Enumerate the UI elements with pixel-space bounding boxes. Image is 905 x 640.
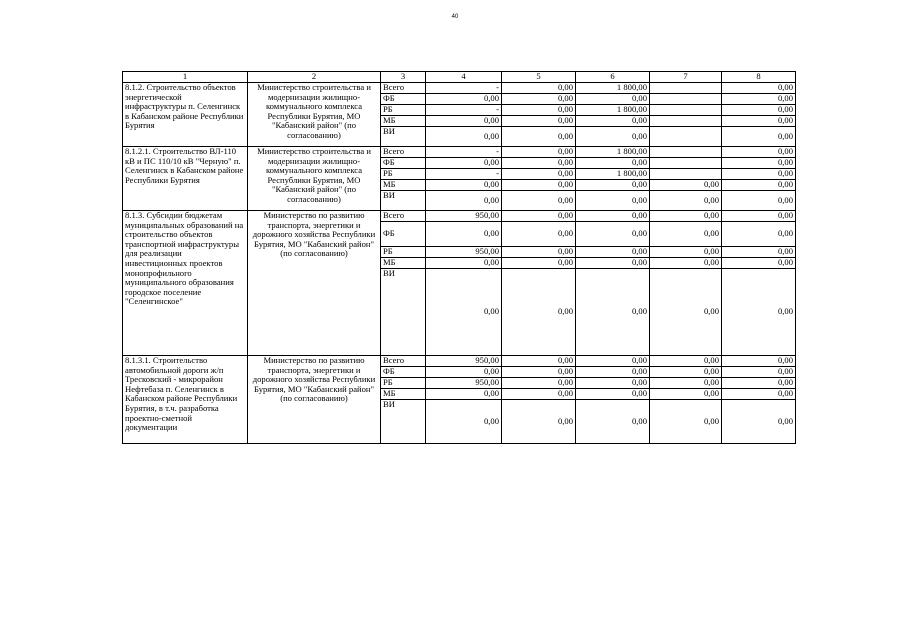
amount-cell: 0,00 — [722, 367, 796, 378]
amount-cell: - — [426, 147, 502, 158]
amount-cell: 0,00 — [426, 367, 502, 378]
header-cell: 5 — [502, 72, 576, 83]
header-cell: 1 — [123, 72, 248, 83]
responsible-ministry: Министерство по развитию транспорта, энергетики и дорожного хозяйства Республики Бурятия, МО "Кабанский район" (по согласованию) — [248, 211, 381, 356]
amount-cell: 0,00 — [650, 180, 722, 191]
amount-cell: 0,00 — [722, 147, 796, 158]
funding-source: РБ — [381, 378, 426, 389]
activity-description: 8.1.3. Субсидии бюджетам муниципальных образований на строительство объектов транспортной инфраструктуры для реализации инвестиционных проектов монопрофильного муниципального образования городское поселение "Селенгинское" — [123, 211, 248, 356]
amount-cell: 0,00 — [502, 367, 576, 378]
amount-cell: 0,00 — [722, 258, 796, 269]
amount-cell: 0,00 — [650, 356, 722, 367]
amount-cell: 0,00 — [502, 211, 576, 222]
amount-cell: 0,00 — [650, 269, 722, 356]
amount-cell: 0,00 — [576, 180, 650, 191]
amount-cell: 0,00 — [650, 389, 722, 400]
amount-cell: 0,00 — [576, 222, 650, 247]
amount-cell: 0,00 — [502, 389, 576, 400]
amount-cell: 0,00 — [576, 247, 650, 258]
table-row — [123, 83, 796, 94]
amount-cell: 0,00 — [576, 158, 650, 169]
amount-cell: 0,00 — [426, 127, 502, 147]
amount-cell: 0,00 — [426, 222, 502, 247]
amount-cell — [650, 116, 722, 127]
page-number: 40 — [451, 14, 459, 20]
amount-cell: 0,00 — [722, 127, 796, 147]
amount-cell: 0,00 — [722, 169, 796, 180]
amount-cell — [650, 83, 722, 94]
amount-cell: 0,00 — [502, 147, 576, 158]
amount-cell: 0,00 — [722, 180, 796, 191]
responsible-ministry: Министерство строительства и модернизации жилищно-коммунального комплекса Республики Бурятия, МО "Кабанский район" (по согласованию) — [248, 147, 381, 211]
amount-cell — [650, 127, 722, 147]
amount-cell: 0,00 — [426, 258, 502, 269]
amount-cell: 0,00 — [576, 94, 650, 105]
amount-cell: 0,00 — [722, 400, 796, 444]
funding-source: МБ — [381, 389, 426, 400]
funding-source: ВИ — [381, 400, 426, 444]
funding-source: РБ — [381, 169, 426, 180]
amount-cell — [650, 94, 722, 105]
amount-cell: 0,00 — [650, 367, 722, 378]
amount-cell: 0,00 — [650, 400, 722, 444]
funding-source: Всего — [381, 83, 426, 94]
amount-cell: 0,00 — [650, 191, 722, 211]
header-cell: 7 — [650, 72, 722, 83]
amount-cell: 1 800,00 — [576, 147, 650, 158]
amount-cell: 0,00 — [650, 258, 722, 269]
amount-cell — [650, 147, 722, 158]
amount-cell: 0,00 — [722, 105, 796, 116]
amount-cell: 0,00 — [722, 94, 796, 105]
amount-cell: 0,00 — [426, 180, 502, 191]
amount-cell: 0,00 — [722, 211, 796, 222]
amount-cell: 0,00 — [502, 158, 576, 169]
amount-cell: - — [426, 105, 502, 116]
amount-cell: 0,00 — [426, 269, 502, 356]
amount-cell: 0,00 — [576, 378, 650, 389]
amount-cell: 0,00 — [502, 400, 576, 444]
amount-cell — [650, 169, 722, 180]
amount-cell: 0,00 — [576, 116, 650, 127]
amount-cell: 0,00 — [576, 356, 650, 367]
amount-cell: 0,00 — [426, 158, 502, 169]
amount-cell — [650, 105, 722, 116]
amount-cell: 1 800,00 — [576, 83, 650, 94]
amount-cell: 0,00 — [502, 94, 576, 105]
amount-cell: 0,00 — [426, 116, 502, 127]
amount-cell: 0,00 — [502, 378, 576, 389]
amount-cell: 0,00 — [502, 247, 576, 258]
activity-description: 8.1.2. Строительство объектов энергетической инфраструктуры п. Селенгинск в Кабанском районе Республики Бурятия — [123, 83, 248, 147]
financing-table — [122, 71, 796, 444]
amount-cell: 0,00 — [502, 356, 576, 367]
amount-cell: 0,00 — [502, 269, 576, 356]
amount-cell: 0,00 — [650, 247, 722, 258]
amount-cell: 1 800,00 — [576, 169, 650, 180]
amount-cell: 0,00 — [502, 116, 576, 127]
amount-cell: 0,00 — [722, 116, 796, 127]
header-row — [123, 72, 796, 83]
amount-cell: 0,00 — [722, 158, 796, 169]
amount-cell: - — [426, 169, 502, 180]
funding-source: ВИ — [381, 127, 426, 147]
amount-cell: 0,00 — [650, 378, 722, 389]
activity-description: 8.1.3.1. Строительство автомобильной дороги ж/п Тресковский - микрорайон Нефтебаза п. Селенгинск в Кабанском районе Республики Бурятия, в т.ч. разработка проектно-сметной документации — [123, 356, 248, 444]
amount-cell: 0,00 — [722, 83, 796, 94]
activity-description: 8.1.2.1. Строительство ВЛ-110 кВ и ПС 110/10 кВ "Черную" п. Селенгинск в Кабанском районе Республики Бурятия — [123, 147, 248, 211]
table-row — [123, 356, 796, 367]
amount-cell: 0,00 — [576, 211, 650, 222]
table-row — [123, 147, 796, 158]
amount-cell: 0,00 — [576, 127, 650, 147]
amount-cell: 0,00 — [426, 400, 502, 444]
amount-cell: 0,00 — [576, 191, 650, 211]
amount-cell: - — [426, 83, 502, 94]
amount-cell: 0,00 — [426, 389, 502, 400]
amount-cell: 0,00 — [722, 222, 796, 247]
header-cell: 2 — [248, 72, 381, 83]
funding-source: Всего — [381, 211, 426, 222]
amount-cell: 0,00 — [576, 400, 650, 444]
amount-cell: 950,00 — [426, 378, 502, 389]
funding-source: ВИ — [381, 269, 426, 356]
funding-source: МБ — [381, 258, 426, 269]
funding-source: Всего — [381, 147, 426, 158]
amount-cell: 0,00 — [576, 258, 650, 269]
amount-cell: 0,00 — [426, 191, 502, 211]
amount-cell: 0,00 — [722, 356, 796, 367]
amount-cell: 0,00 — [722, 378, 796, 389]
funding-source: РБ — [381, 247, 426, 258]
amount-cell: 0,00 — [576, 367, 650, 378]
responsible-ministry: Министерство строительства и модернизации жилищно-коммунального комплекса Республики Бурятия, МО "Кабанский район" (по согласованию) — [248, 83, 381, 147]
amount-cell: 0,00 — [502, 127, 576, 147]
amount-cell: 0,00 — [650, 211, 722, 222]
funding-source: Всего — [381, 356, 426, 367]
amount-cell: 0,00 — [650, 222, 722, 247]
header-cell: 8 — [722, 72, 796, 83]
funding-source: МБ — [381, 180, 426, 191]
amount-cell: 0,00 — [722, 191, 796, 211]
amount-cell: 0,00 — [576, 389, 650, 400]
amount-cell: 0,00 — [426, 94, 502, 105]
amount-cell: 0,00 — [576, 269, 650, 356]
amount-cell: 0,00 — [502, 258, 576, 269]
amount-cell: 0,00 — [722, 247, 796, 258]
funding-source: МБ — [381, 116, 426, 127]
amount-cell: 0,00 — [722, 389, 796, 400]
header-cell: 6 — [576, 72, 650, 83]
funding-source: ВИ — [381, 191, 426, 211]
amount-cell: 0,00 — [502, 191, 576, 211]
funding-source: РБ — [381, 105, 426, 116]
funding-source: ФБ — [381, 94, 426, 105]
amount-cell: 0,00 — [502, 180, 576, 191]
funding-source: ФБ — [381, 367, 426, 378]
amount-cell: 1 800,00 — [576, 105, 650, 116]
amount-cell: 0,00 — [502, 105, 576, 116]
amount-cell: 0,00 — [502, 83, 576, 94]
amount-cell: 0,00 — [722, 269, 796, 356]
funding-source: ФБ — [381, 158, 426, 169]
amount-cell: 0,00 — [502, 222, 576, 247]
amount-cell: 0,00 — [502, 169, 576, 180]
amount-cell — [650, 158, 722, 169]
header-cell: 3 — [381, 72, 426, 83]
header-cell: 4 — [426, 72, 502, 83]
funding-source: ФБ — [381, 222, 426, 247]
amount-cell: 950,00 — [426, 211, 502, 222]
amount-cell: 950,00 — [426, 356, 502, 367]
responsible-ministry: Министерство по развитию транспорта, энергетики и дорожного хозяйства Республики Бурятия, МО "Кабанский район" (по согласованию) — [248, 356, 381, 444]
table-row — [123, 211, 796, 222]
amount-cell: 950,00 — [426, 247, 502, 258]
